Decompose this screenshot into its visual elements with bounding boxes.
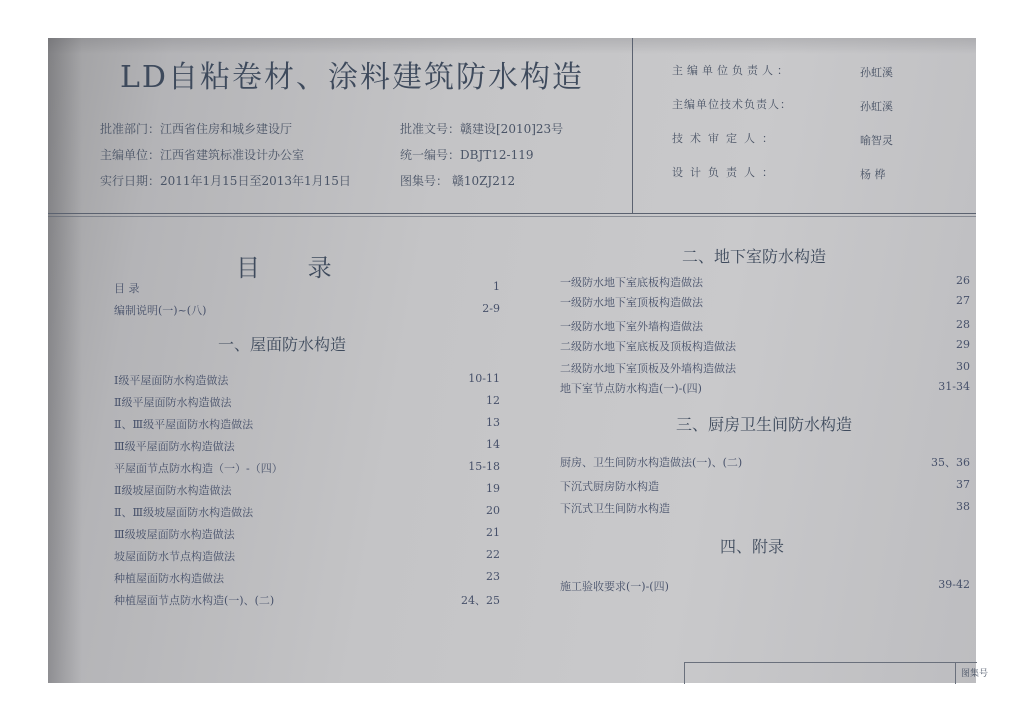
toc-page: 13 (486, 416, 500, 429)
toc-page: 21 (486, 526, 500, 539)
toc-page: 19 (486, 482, 500, 495)
toc-page: 30 (956, 360, 970, 373)
toc-page: 26 (956, 274, 970, 287)
document-photo (48, 38, 989, 683)
toc-entry: 种植屋面节点防水构造(一)、(二) (114, 594, 275, 607)
approval-number: 批准文号：赣建设[2010]23号 (400, 122, 564, 136)
toc-page: 12 (486, 394, 500, 407)
role-design-head: 设计负责人： (672, 166, 780, 179)
toc-entry: 下沉式卫生间防水构造 (560, 502, 670, 515)
toc-page: 24、25 (461, 594, 500, 607)
title-block-label: 图集号 (961, 669, 989, 679)
toc-entry: 一级防水地下室顶板构造做法 (560, 296, 703, 309)
toc-entry: 坡屋面防水节点构造做法 (114, 550, 235, 563)
toc-page-compilation-notes: 2-9 (482, 302, 500, 315)
role-technical-reviewer: 技术审定人： (672, 132, 780, 145)
atlas-number: 图集号： 赣10ZJ212 (400, 174, 516, 188)
section-kitchen-bath-heading: 三、厨房卫生间防水构造 (676, 415, 853, 434)
toc-entry: Ⅱ级坡屋面防水构造做法 (114, 484, 232, 497)
toc-entry: Ⅲ级平屋面防水构造做法 (114, 440, 235, 453)
toc-page: 20 (486, 504, 500, 517)
section-roof-heading: 一、屋面防水构造 (218, 335, 347, 354)
approval-department: 批准部门：江西省住房和城乡建设厅 (100, 122, 293, 136)
unified-number: 统一编号：DBJT12-119 (400, 148, 534, 162)
toc-entry: Ⅲ级坡屋面防水构造做法 (114, 528, 235, 541)
editor-unit: 主编单位：江西省建筑标准设计办公室 (100, 148, 305, 162)
title-block-corner (684, 662, 989, 684)
toc-page: 22 (486, 548, 500, 561)
toc-entry: 二级防水地下室顶板及外墙构造做法 (560, 362, 736, 375)
toc-entry: 二级防水地下室底板及顶板构造做法 (560, 340, 736, 353)
toc-entry: 下沉式厨房防水构造 (560, 480, 659, 493)
toc-entry: 地下室节点防水构造(一)-(四) (560, 382, 702, 395)
header-divider (632, 38, 633, 213)
section-appendix-heading: 四、附录 (720, 537, 785, 556)
toc-page: 38 (956, 500, 970, 513)
header-bottom-rule-2 (48, 216, 976, 217)
toc-page: 15-18 (468, 460, 500, 473)
toc-entry: 一级防水地下室外墙构造做法 (560, 320, 703, 333)
toc-entry-contents: 目 录 (114, 282, 140, 295)
toc-page: 28 (956, 318, 970, 331)
toc-page: 23 (486, 570, 500, 583)
effective-date: 实行日期：2011年1月15日至2013年1月15日 (100, 174, 351, 188)
role-editor-head: 主编单位负责人： (672, 64, 792, 77)
toc-entry: 种植屋面防水构造做法 (114, 572, 224, 585)
toc-page: 37 (956, 478, 970, 491)
toc-page: 10-11 (468, 372, 500, 385)
toc-page: 14 (486, 438, 500, 451)
title-block-separator (955, 663, 956, 684)
section-basement-heading: 二、地下室防水构造 (682, 247, 827, 266)
toc-entry: Ⅰ级平屋面防水构造做法 (114, 374, 229, 387)
name-editor-head: 孙虹溪 (860, 66, 893, 79)
toc-entry: Ⅱ、Ⅲ级坡屋面防水构造做法 (114, 506, 254, 519)
toc-title: 目 录 (236, 254, 352, 282)
toc-entry: Ⅱ级平屋面防水构造做法 (114, 396, 232, 409)
toc-entry-compilation-notes: 编制说明(一)~(八) (114, 304, 207, 317)
page-shadow-left (48, 38, 82, 683)
name-technical-head: 孙虹溪 (860, 100, 893, 113)
toc-page: 29 (956, 338, 970, 351)
name-technical-reviewer: 喻智灵 (860, 134, 893, 147)
toc-entry: Ⅱ、Ⅲ级平屋面防水构造做法 (114, 418, 254, 431)
toc-entry: 一级防水地下室底板构造做法 (560, 276, 703, 289)
toc-page: 27 (956, 294, 970, 307)
name-design-head: 杨 桦 (860, 168, 886, 181)
toc-entry: 厨房、卫生间防水构造做法(一)、(二) (560, 456, 743, 469)
toc-page: 31-34 (938, 380, 970, 393)
toc-entry: 平屋面节点防水构造（一）-（四） (114, 462, 283, 475)
header-bottom-rule (48, 213, 976, 214)
toc-entry: 施工验收要求(一)-(四) (560, 580, 669, 593)
role-technical-head: 主编单位技术负责人： (672, 98, 792, 111)
toc-page: 35、36 (931, 456, 970, 469)
document-title: LD自粘卷材、涂料建筑防水构造 (120, 60, 584, 95)
toc-page: 39-42 (938, 578, 970, 591)
toc-page-contents: 1 (493, 280, 500, 293)
